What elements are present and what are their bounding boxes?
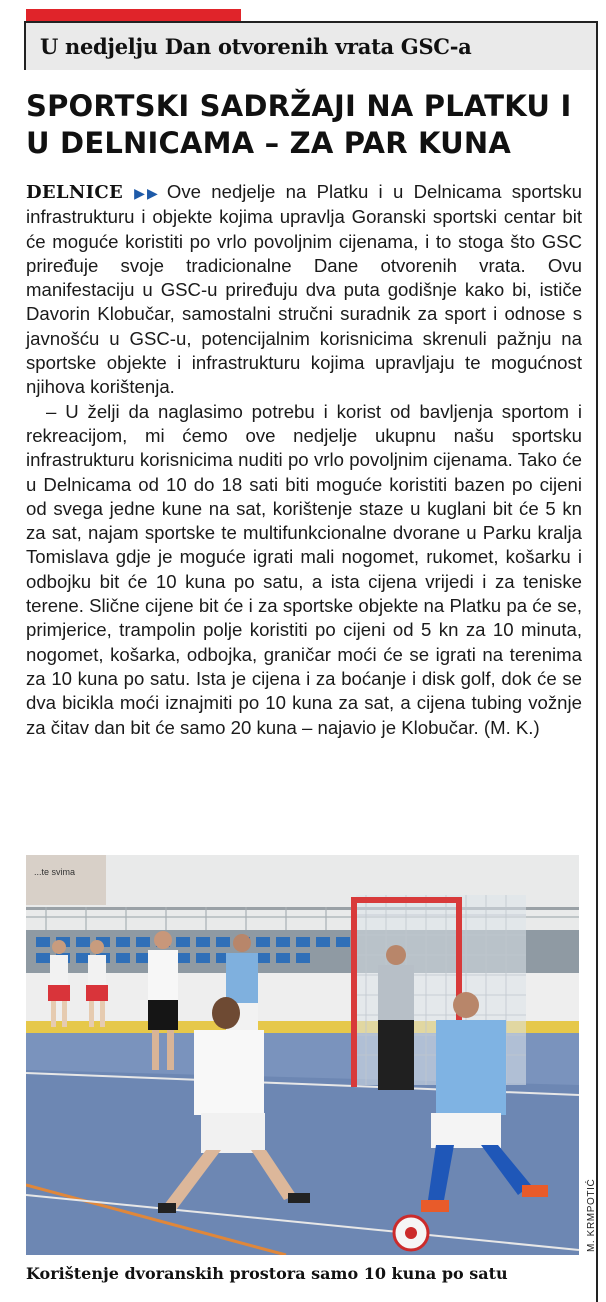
article-body xyxy=(26,180,582,740)
double-arrow-right-icon: ▶▶ xyxy=(129,185,160,201)
ball-icon xyxy=(394,1216,428,1250)
kicker-text: U nedjelju Dan otvorenih vrata GSC-a xyxy=(40,34,472,59)
banner-board xyxy=(26,855,106,905)
photo-credit: M. KRMPOTIĆ xyxy=(586,1178,597,1252)
headline: SPORTSKI SADRŽAJI NA PLATKU I U DELNICAMA – ZA PAR KUNA xyxy=(26,89,572,160)
goalkeeper xyxy=(378,945,414,1090)
dateline: DELNICE xyxy=(26,182,124,203)
section-accent-bar xyxy=(26,9,241,21)
paragraph-1-text: Ove nedjelje na Platku i u Delnicama sportsku infrastrukturu i objekte kojima upravlja Goranski sportski centar bit će moguće koristiti po vrlo povoljnim cijenama, i to stoga što GSC priređuje svoje tradicionalne Dane otvorenih vrata. Ovu manifestaciju u GSC-u priređuju dva puta godišnje kako bi, ističe Davorin Klobučar, samostalni stručni suradnik za sport i odnose s javnošću u GSC-u, potencijalnim korisnicima skrenuli pažnju na sportske objekte i infrastrukturu kojima upravljaju te mogućnost njihova korištenja. xyxy=(26,181,582,398)
photo-caption: Korištenje dvoranskih prostora samo 10 kuna po satu xyxy=(26,1264,508,1283)
paragraph-2: – U želji da naglasimo potrebu i korist od bavljenja sportom i rekreacijom, mi ćemo ove nedjelje ukupnu našu sportsku infrastrukturu korisnicima nuditi po vrlo povoljnim cijenama. Tako će u Delnicama od 10 do 18 sati biti moguće koristiti bazen po cijeni od svega jedne kune na sat, korištenje staze u kuglani bit će 5 kn za sat, najam sportske te multifunkcionalne dvorane u Parku kralja Tomislava gdje je moguće igrati mali nogomet, rukomet, košarku i odbojku bit će 10 kuna po satu, a ista cijena vrijedi i za teniske terene. Slične cijene bit će i za sportske objekte na Platku pa će se, primjerice, trampolin polje koristiti po cijeni od 5 kn za 10 minuta, nogomet, košarka, odbojka, graničar moći će se igrati na terenima za 10 kuna po satu. Ista je cijena i za boćanje i disk golf, dok će se dva bicikla moći iznajmiti po 10 kuna za sat, a cijena tubing vožnje za čitav dan bit će samo 20 kuna – najavio je Klobučar. (M. K.) xyxy=(26,400,582,738)
banner-text: ...te svima xyxy=(34,867,76,877)
frame-right-rule xyxy=(596,21,598,1302)
paragraph-1 xyxy=(26,180,582,400)
photo-futsal-match xyxy=(26,855,579,1255)
